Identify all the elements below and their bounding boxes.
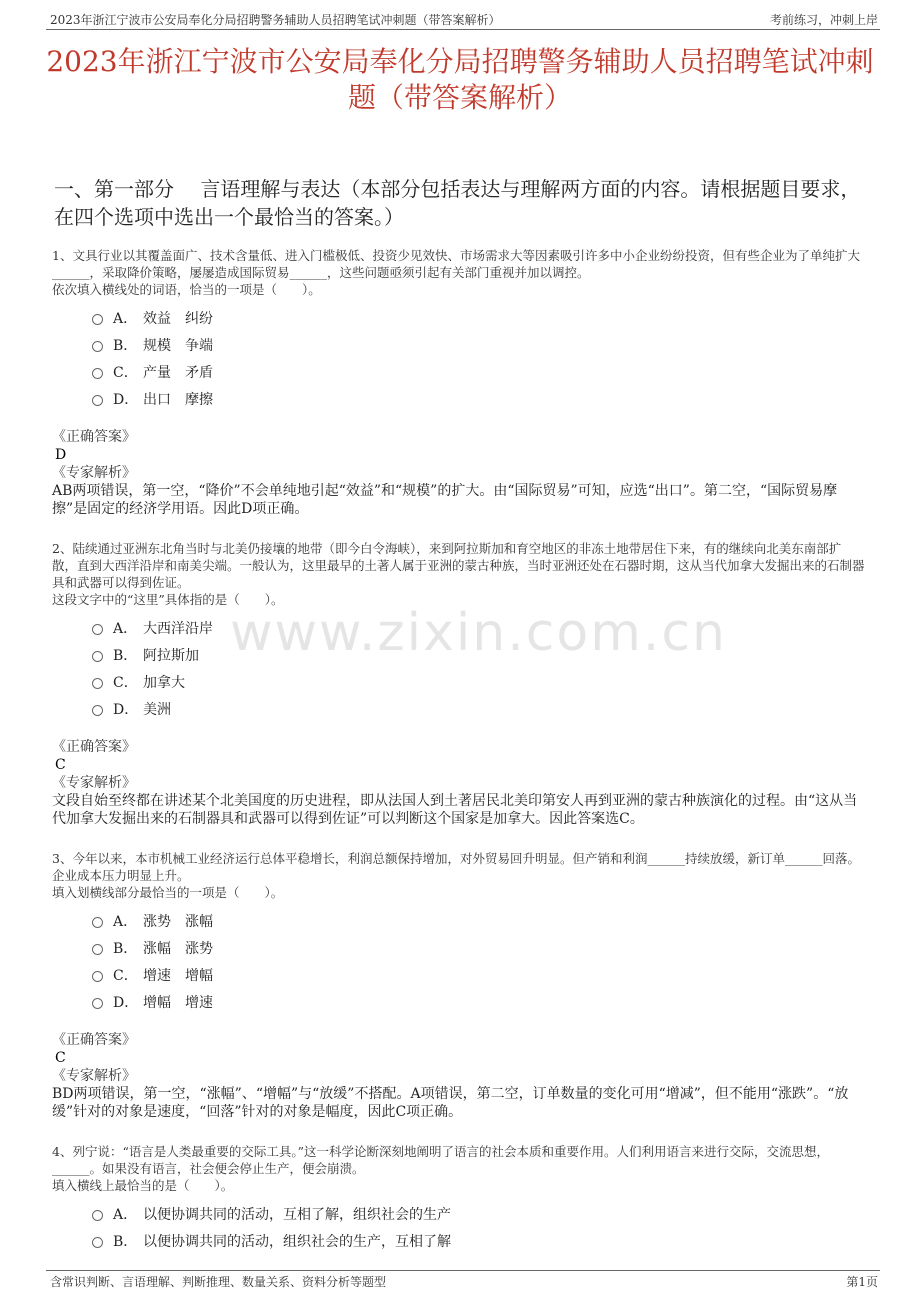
option-list [92, 1200, 866, 1254]
option-text: 产量 矛盾 [143, 364, 213, 381]
question-stem: 4、列宁说：“语言是人类最重要的交际工具。”这一科学论断深刻地阐明了语言的社会本质和重要作用。人们利用语言来进行交际，交流思想，______。如果没有语言，社会便会停止生产，便会崩溃。 [52, 1144, 829, 1176]
option-text: 增速 增幅 [143, 967, 213, 984]
radio-icon[interactable] [92, 705, 103, 716]
option-c[interactable]: C． 产量 矛盾 [92, 358, 866, 385]
analysis-label: 《专家解析》 [52, 775, 136, 791]
question-3 [52, 850, 866, 1121]
answer-label: 《正确答案》 [52, 1032, 136, 1048]
option-text: 涨势 涨幅 [143, 913, 213, 930]
answer-block [52, 428, 866, 518]
analysis-text: AB两项错误，第一空，“降价”不会单纯地引起“效益”和“规模”的扩大。由“国际贸易”可知，应选“出口”。第二空，“国际贸易摩擦”是固定的经济学用语。因此D项正确。 [52, 483, 838, 517]
answer-value: C [55, 757, 66, 773]
document-title: 2023年浙江宁波市公安局奉化分局招聘警务辅助人员招聘笔试冲刺题（带答案解析） [46, 45, 874, 114]
option-text: 大西洋沿岸 [143, 620, 213, 637]
radio-icon[interactable] [92, 1237, 103, 1248]
footer-note: 含常识判断、言语理解、判断推理、数量关系、资料分析等题型 [50, 1275, 387, 1289]
radio-icon[interactable] [92, 678, 103, 689]
question-4 [52, 1143, 866, 1254]
question-prompt: 这段文字中的“这里”具体指的是（ ）。 [52, 592, 284, 607]
answer-label: 《正确答案》 [52, 429, 136, 445]
radio-icon[interactable] [92, 651, 103, 662]
option-a[interactable]: A． 以便协调共同的活动，互相了解，组织社会的生产 [92, 1200, 866, 1227]
option-a[interactable]: A． 涨势 涨幅 [92, 907, 866, 934]
analysis-text: BD两项错误，第一空，“涨幅”、“增幅”与“放缓”不搭配。A项错误，第二空，订单数量的变化可用“增减”，但不能用“涨跌”。“放缓”针对的对象是速度，“回落”针对的对象是幅度，因此C项正确。 [52, 1086, 849, 1120]
option-list [92, 304, 866, 412]
radio-icon[interactable] [92, 1210, 103, 1221]
question-prompt: 填入划横线部分最恰当的一项是（ ）。 [52, 885, 284, 900]
option-text: 美洲 [143, 701, 171, 718]
question-1 [52, 247, 866, 518]
answer-value: C [55, 1050, 66, 1066]
option-b[interactable]: B． 规模 争端 [92, 331, 866, 358]
option-c[interactable]: C． 加拿大 [92, 668, 866, 695]
option-text: 加拿大 [143, 674, 185, 691]
radio-icon[interactable] [92, 395, 103, 406]
option-d[interactable]: D． 增幅 增速 [92, 988, 866, 1015]
question-2 [52, 540, 866, 828]
page-header [0, 0, 920, 32]
radio-icon[interactable] [92, 314, 103, 325]
option-text: 以便协调共同的活动，组织社会的生产，互相了解 [143, 1233, 451, 1250]
option-c[interactable]: C． 增速 增幅 [92, 961, 866, 988]
radio-icon[interactable] [92, 624, 103, 635]
option-d[interactable]: D． 出口 摩擦 [92, 385, 866, 412]
option-list [92, 907, 866, 1015]
header-doc-title: 2023年浙江宁波市公安局奉化分局招聘警务辅助人员招聘笔试冲刺题（带答案解析） [50, 13, 501, 27]
answer-block [52, 738, 866, 828]
option-b[interactable]: B． 阿拉斯加 [92, 641, 866, 668]
question-stem: 2、陆续通过亚洲东北角当时与北美仍接壤的地带（即今白令海峡），来到阿拉斯加和育空地区的非冻土地带居住下来，有的继续向北美东南部扩散，直到大西洋沿岸和南美尖端。一般认为，这里最早的土著人属于亚洲的蒙古种族，当时亚洲还处在石器时期，这从当代加拿大发掘出来的石制器具和武器可以得到佐证。 [52, 541, 865, 590]
option-b[interactable]: B． 涨幅 涨势 [92, 934, 866, 961]
question-stem: 3、今年以来，本市机械工业经济运行总体平稳增长，利润总额保持增加，对外贸易回升明显。但产销和利润______持续放缓，新订单______回落。企业成本压力明显上升。 [52, 851, 860, 883]
header-divider [46, 29, 880, 30]
radio-icon[interactable] [92, 998, 103, 1009]
radio-icon[interactable] [92, 971, 103, 982]
radio-icon[interactable] [92, 368, 103, 379]
analysis-text: 文段自始至终都在讲述某个北美国度的历史进程，即从法国人到土著居民北美印第安人再到亚洲的蒙古种族演化的过程。由“这从当代加拿大发掘出来的石制器具和武器可以得到佐证”可以判断这个国家是加拿大。因此答案选C。 [52, 793, 858, 827]
answer-value: D [55, 447, 67, 463]
answer-block [52, 1031, 866, 1121]
radio-icon[interactable] [92, 917, 103, 928]
option-a[interactable]: A． 大西洋沿岸 [92, 614, 866, 641]
option-text: 涨幅 涨势 [143, 940, 213, 957]
option-d[interactable]: D． 美洲 [92, 695, 866, 722]
radio-icon[interactable] [92, 341, 103, 352]
option-a[interactable]: A． 效益 纠纷 [92, 304, 866, 331]
question-prompt: 填入横线上最恰当的是（ ）。 [52, 1178, 234, 1193]
watermark: www.zixin.com.cn [230, 603, 727, 663]
option-text: 以便协调共同的活动，互相了解，组织社会的生产 [143, 1206, 451, 1223]
option-text: 阿拉斯加 [143, 647, 199, 664]
option-text: 增幅 增速 [143, 994, 213, 1011]
header-slogan: 考前练习，冲刺上岸 [769, 13, 878, 27]
option-text: 出口 摩擦 [143, 391, 213, 408]
analysis-label: 《专家解析》 [52, 1068, 136, 1084]
option-b[interactable]: B． 以便协调共同的活动，组织社会的生产，互相了解 [92, 1227, 866, 1254]
question-prompt: 依次填入横线处的词语，恰当的一项是（ ）。 [52, 282, 321, 297]
option-text: 规模 争端 [143, 337, 213, 354]
footer-divider [46, 1270, 880, 1271]
question-stem: 1、文具行业以其覆盖面广、技术含量低、进入门槛极低、投资少见效快、市场需求大等因素吸引许多中小企业纷纷投资，但有些企业为了单纯扩大______，采取降价策略，屡屡造成国际贸易______，这些问题亟须引起有关部门重视并加以调控。 [52, 248, 860, 280]
option-text: 效益 纠纷 [143, 310, 213, 327]
radio-icon[interactable] [92, 944, 103, 955]
answer-label: 《正确答案》 [52, 739, 136, 755]
option-list [92, 614, 866, 722]
analysis-label: 《专家解析》 [52, 465, 136, 481]
page-number: 第1页 [846, 1275, 878, 1289]
section-heading: 一、第一部分 言语理解与表达（本部分包括表达与理解两方面的内容。请根据题目要求，在四个选项中选出一个最恰当的答案。） [54, 177, 861, 229]
